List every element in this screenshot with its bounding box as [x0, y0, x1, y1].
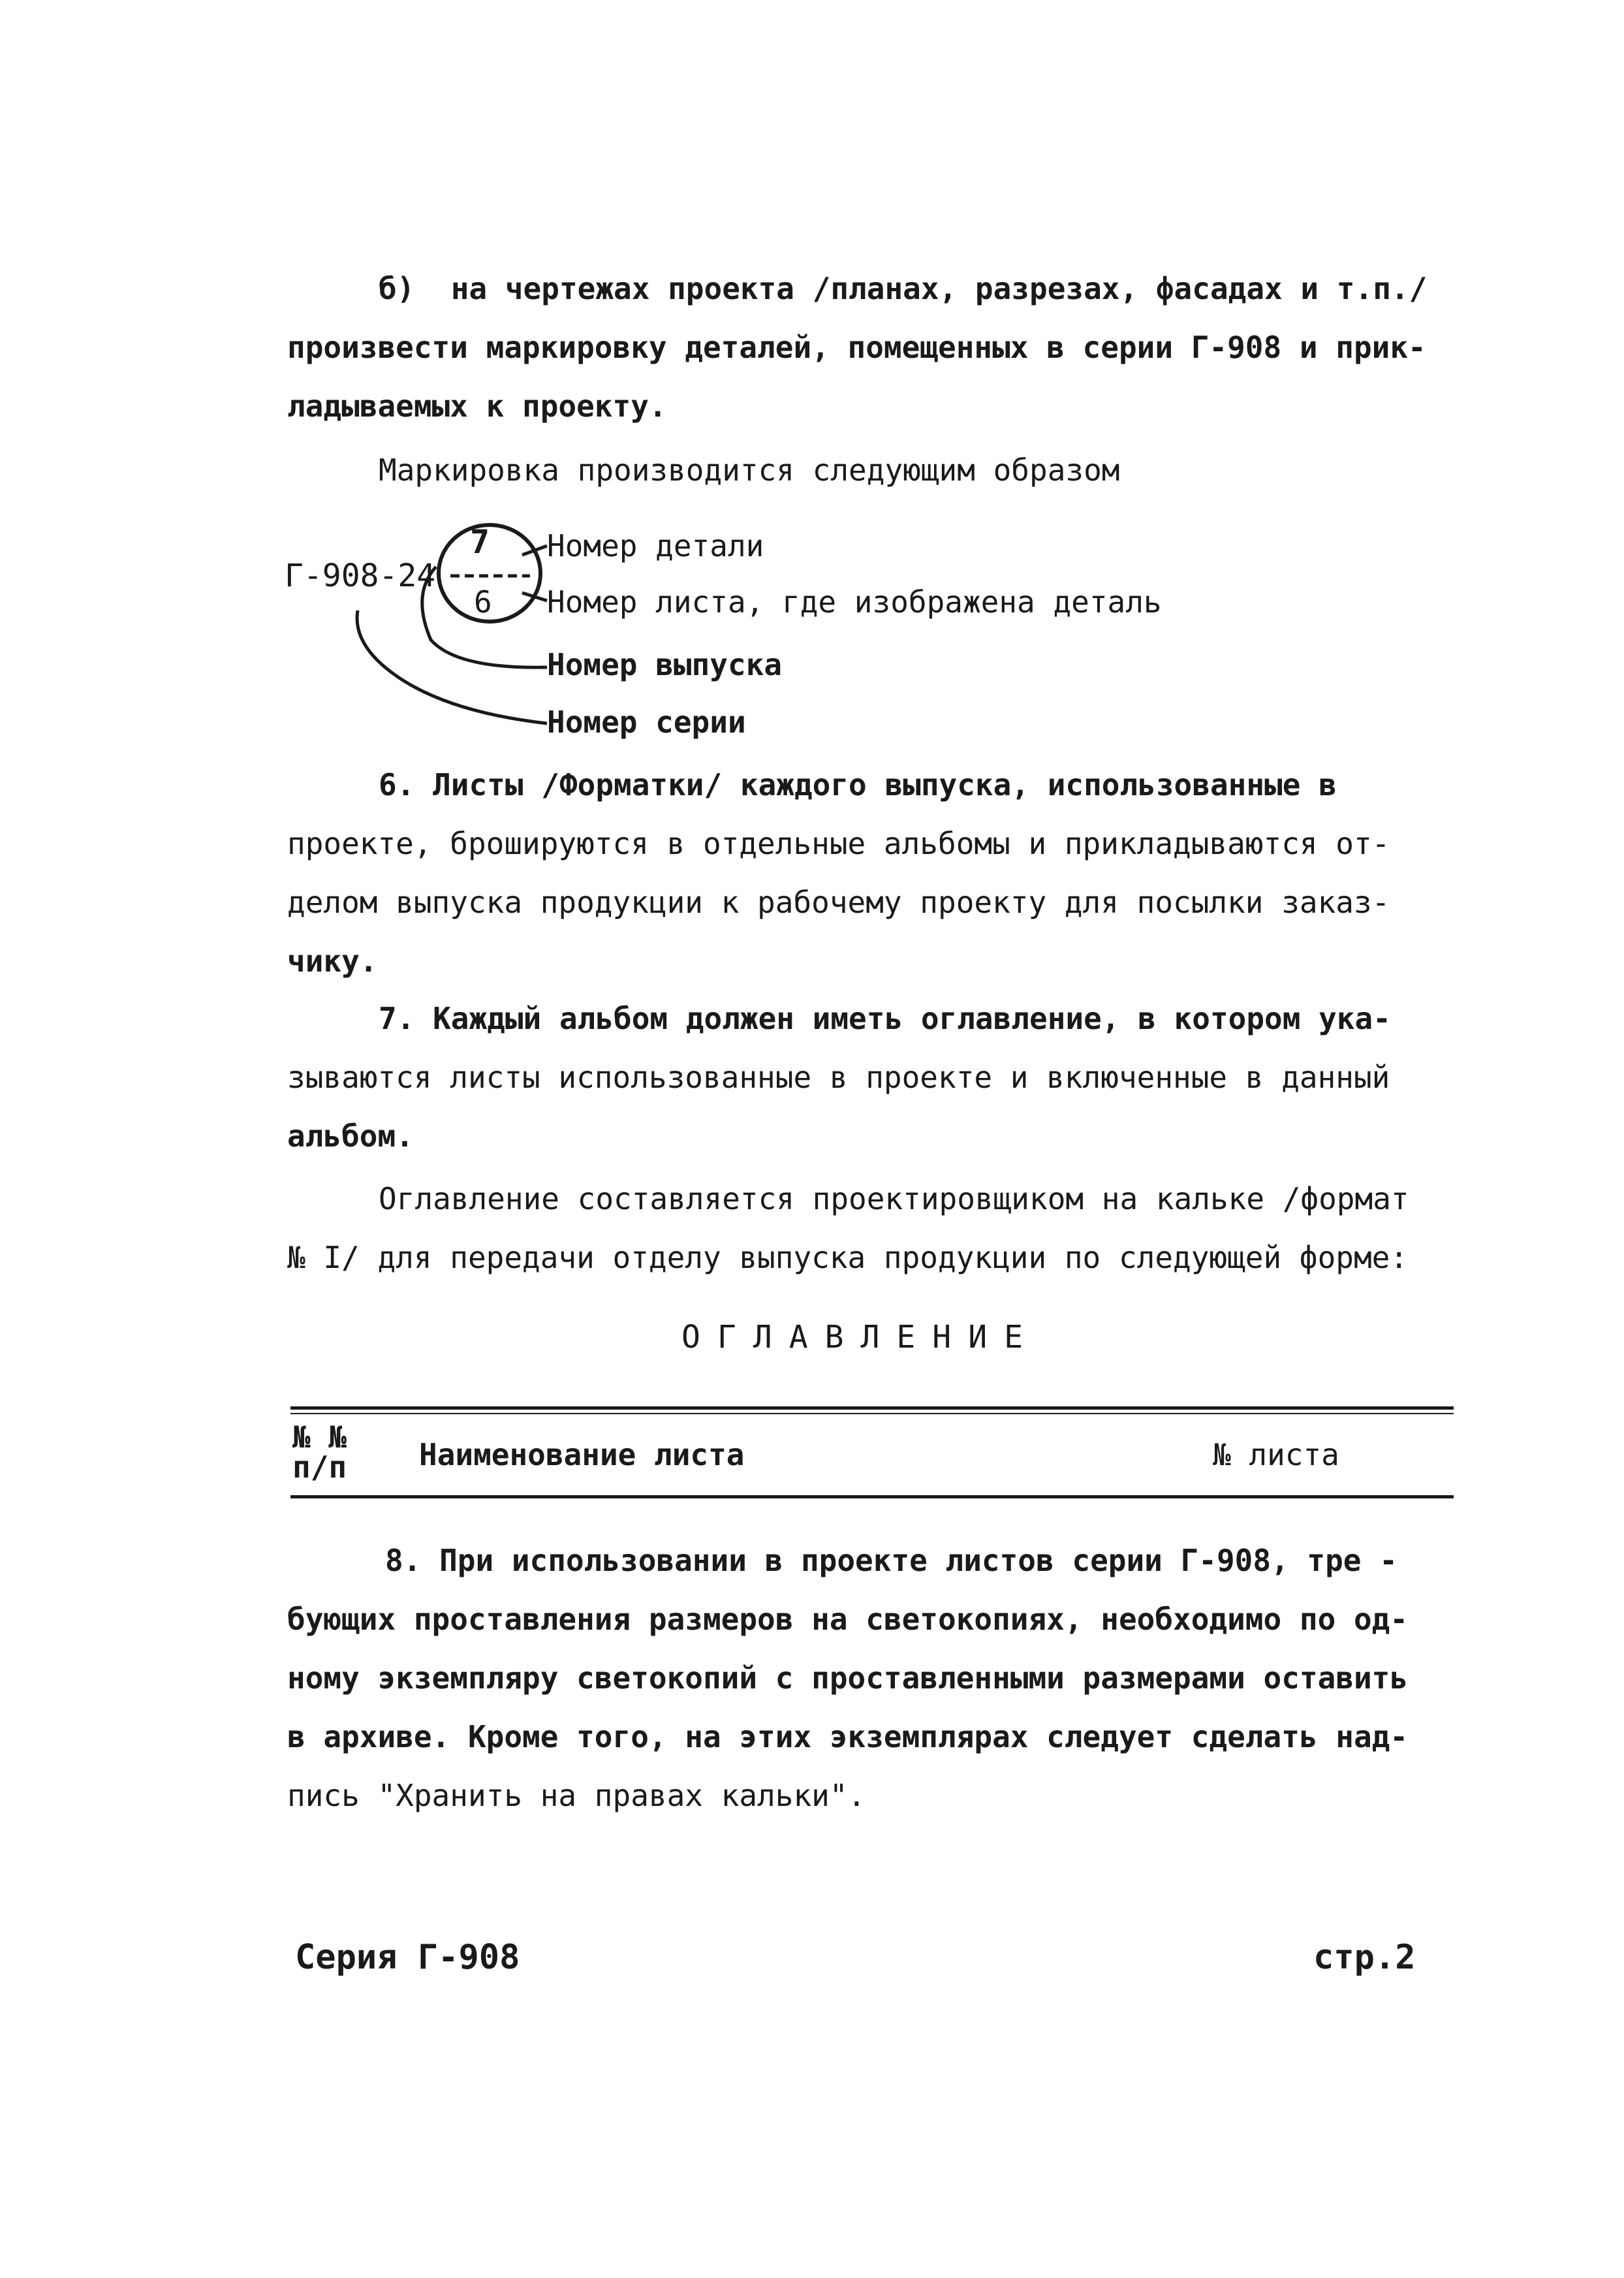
- paragraph-6-line-2: проекте, брошируются в отдельные альбомы и прикладываются от-: [287, 826, 1390, 861]
- toc-note-line-2: № I/ для передачи отделу выпуска продукции по следующей форме:: [287, 1240, 1409, 1275]
- label-detail-number: Номер детали: [547, 528, 764, 563]
- toc-title: ОГЛАВЛЕНИЕ: [681, 1319, 1040, 1355]
- paragraph-6-line-3: делом выпуска продукции к рабочему проекту для посылки заказ-: [287, 885, 1390, 920]
- paragraph-6-line-4: чику.: [287, 943, 378, 979]
- toc-top-rule: [290, 1406, 1454, 1410]
- footer-series: Серия Г-908: [295, 1938, 520, 1977]
- toc-col-sheet: № листа: [1213, 1437, 1339, 1472]
- paragraph-7-line-3: альбом.: [287, 1118, 414, 1154]
- paragraph-7-line-2: зываются листы использованные в проекте и включенные в данный: [287, 1060, 1390, 1095]
- paragraph-8-line-1: 8. При использовании в проекте листов серии Г-908, тре -: [385, 1543, 1398, 1578]
- paragraph-6-line-1: 6. Листы /Форматки/ каждого выпуска, использованные в: [379, 767, 1337, 802]
- toc-top-rule-thin: [290, 1413, 1454, 1414]
- paragraph-8-line-5: пись "Хранить на правах кальки".: [287, 1778, 866, 1813]
- toc-col-name: Наименование листа: [419, 1437, 745, 1472]
- label-sheet-number: Номер листа, где изображена деталь: [547, 584, 1162, 620]
- footer-page-number: стр.2: [1313, 1938, 1416, 1977]
- marking-detail-number: 7: [470, 523, 490, 561]
- toc-note-line-1: Оглавление составляется проектировщиком на кальке /формат: [379, 1181, 1409, 1216]
- paragraph-8-line-3: ному экземпляру светокопий с проставленными размерами оставить: [287, 1660, 1409, 1696]
- paragraph-8-line-4: в архиве. Кроме того, на этих экземплярах следует сделать над-: [287, 1719, 1409, 1754]
- marking-intro: Маркировка производится следующим образом: [379, 452, 1120, 488]
- paragraph-7-line-1: 7. Каждый альбом должен иметь оглавление, в котором ука-: [379, 1001, 1391, 1036]
- label-series-number: Номер серии: [547, 704, 746, 740]
- paragraph-b-line-3: ладываемых к проекту.: [287, 388, 667, 424]
- paragraph-b-line-2: произвести маркировку деталей, помещенных в серии Г-908 и прик-: [287, 330, 1426, 365]
- label-issue-number: Номер выпуска: [547, 647, 783, 682]
- toc-col-num-line-2: п/п: [292, 1449, 347, 1485]
- paragraph-b-line-1: б) на чертежах проекта /планах, разрезах, фасадах и т.п./: [379, 271, 1428, 306]
- paragraph-8-line-2: бующих проставления размеров на светокопиях, необходимо по од-: [287, 1602, 1409, 1637]
- marking-code: Г-908-24: [285, 558, 436, 594]
- marking-sheet-number: 6: [474, 584, 492, 620]
- toc-col-num-line-1: № №: [292, 1419, 347, 1455]
- toc-bottom-rule: [290, 1495, 1454, 1498]
